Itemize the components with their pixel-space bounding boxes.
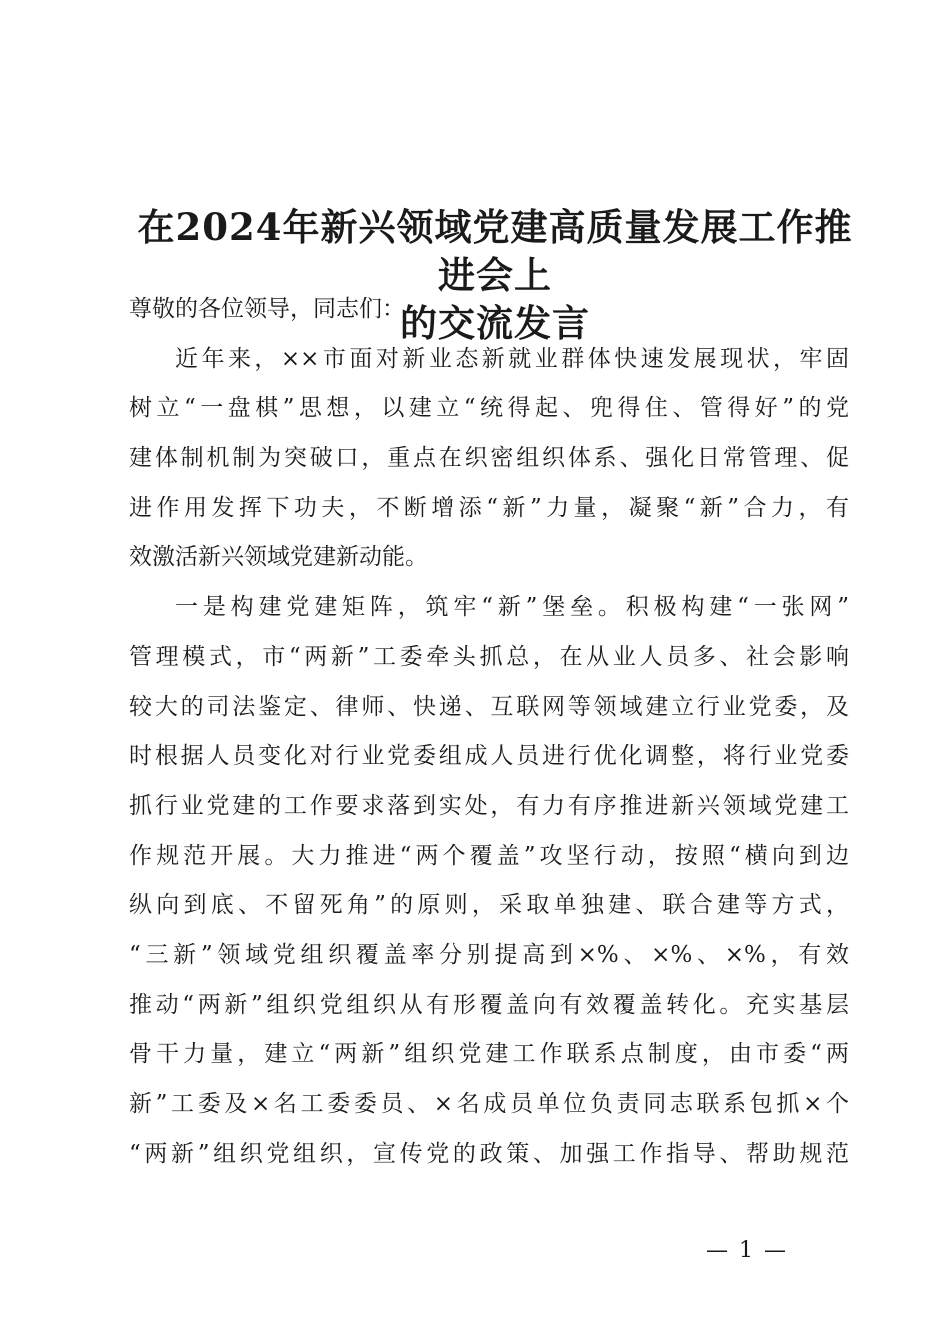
paragraph-2-line-9: 推动“两新”组织党组织从有形覆盖向有效覆盖转化。充实基层 [129,991,849,1018]
title-line-1: 在2024年新兴领域党建高质量发展工作推进会上 [137,204,853,297]
paragraph-1-line-5: 效激活新兴领域党建新动能。 [129,544,428,571]
salutation: 尊敬的各位领导，同志们： [129,296,405,322]
paragraph-2-line-1: 一是构建党建矩阵，筑牢“新”堡垒。积极构建“一张网” [175,594,849,621]
paragraph-2-line-5: 抓行业党建的工作要求落到实处，有力有序推进新兴领域党建工 [129,792,849,819]
paragraph-2-line-11: 新”工委及×名工委委员、×名成员单位负责同志联系包抓×个 [129,1091,849,1117]
paragraph-2-line-8: “三新”领域党组织覆盖率分别提高到×%、×%、×%，有效 [129,941,849,968]
paragraph-2-line-4: 时根据人员变化对行业党委组成人员进行优化调整，将行业党委 [129,743,849,770]
paragraph-2-line-2: 管理模式，市“两新”工委牵头抓总，在从业人员多、社会影响 [129,643,849,670]
paragraph-1-line-2: 树立“一盘棋”思想，以建立“统得起、兜得住、管得好”的党 [129,395,849,422]
paragraph-2-line-7: 纵向到底、不留死角”的原则，采取单独建、联合建等方式， [129,892,849,919]
paragraph-2-line-12: “两新”组织党组织，宣传党的政策、加强工作指导、帮助规范 [129,1140,849,1167]
page-number: — 1 — [706,1238,788,1263]
title-line-2: 的交流发言 [400,300,590,345]
paragraph-1-line-1: 近年来，××市面对新业态新就业群体快速发展现状，牢固 [175,345,849,372]
document-body [129,285,849,1179]
paragraph-1-line-4: 进作用发挥下功夫，不断增添“新”力量，凝聚“新”合力，有 [129,494,849,521]
paragraph-1-line-3: 建体制机制为突破口，重点在织密组织体系、强化日常管理、促 [129,445,849,472]
paragraph-2-line-10: 骨干力量，建立“两新”组织党建工作联系点制度，由市委“两 [129,1041,849,1068]
paragraph-2-line-6: 作规范开展。大力推进“两个覆盖”攻坚行动，按照“横向到边 [129,842,849,869]
paragraph-2-line-3: 较大的司法鉴定、律师、快递、互联网等领域建立行业党委，及 [129,693,849,720]
